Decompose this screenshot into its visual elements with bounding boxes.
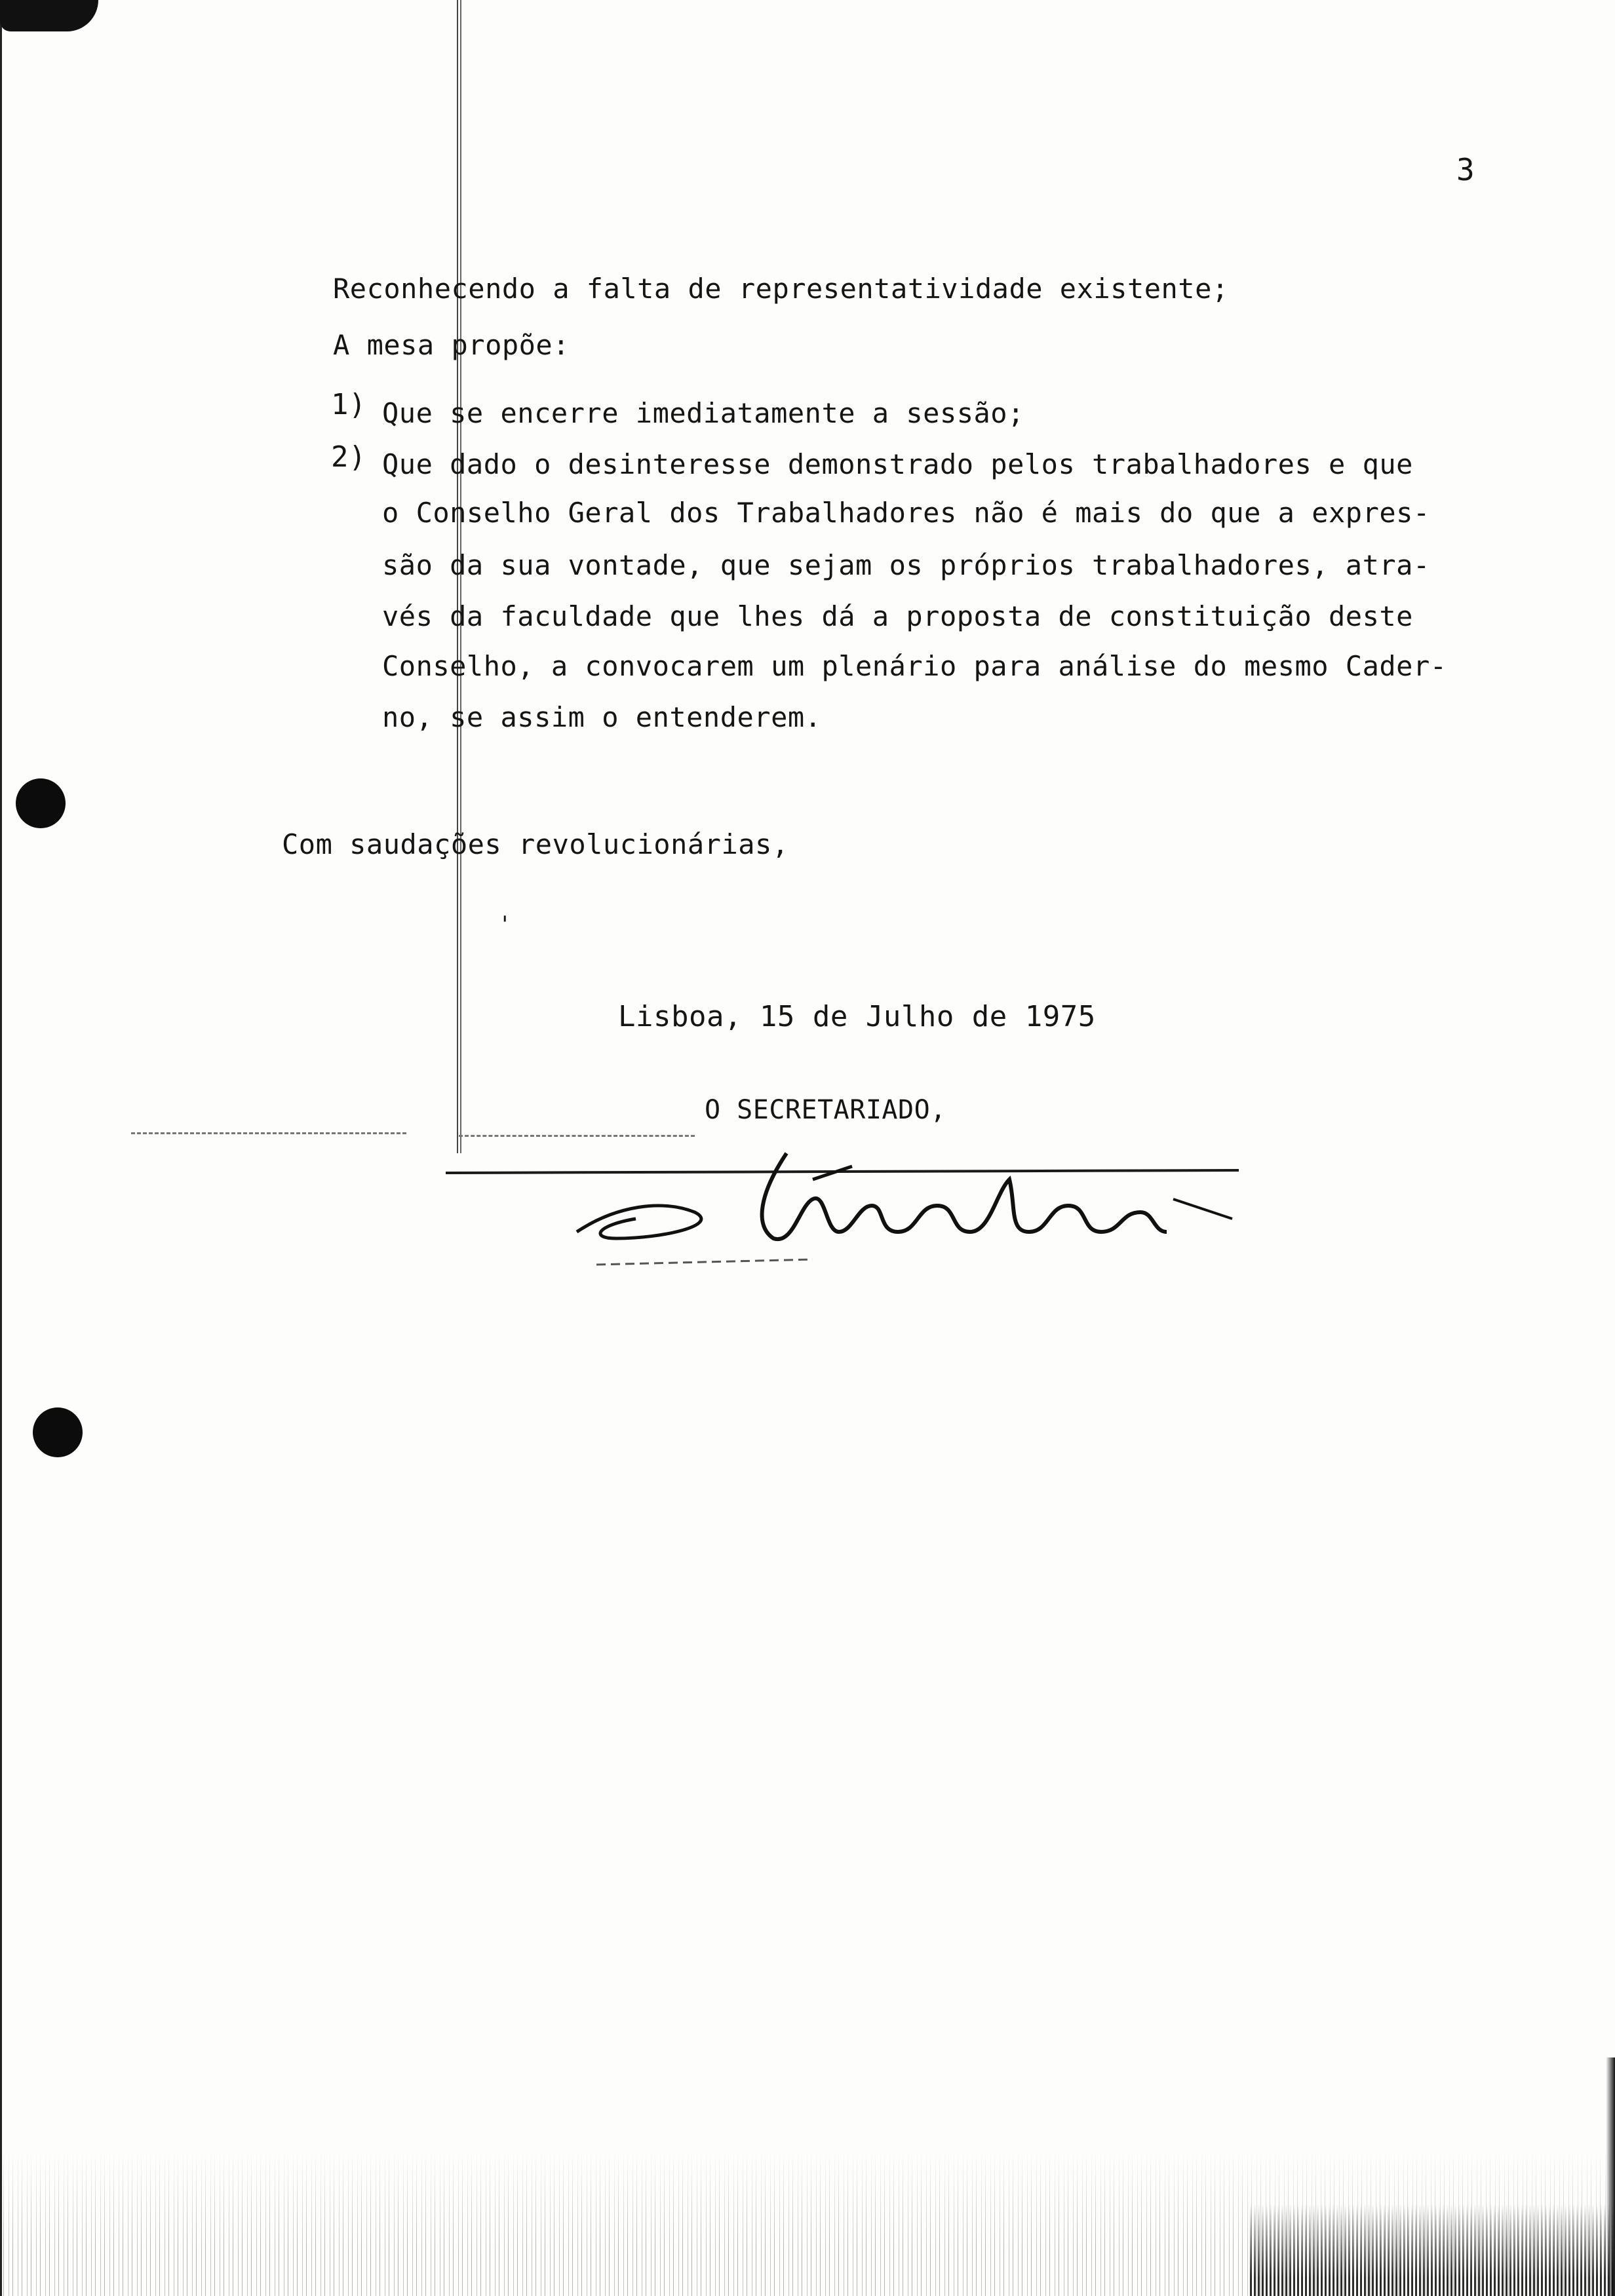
scan-dash-line-mid [459, 1135, 695, 1137]
closing-salutation: Com saudações revolucionárias, [282, 828, 789, 860]
scan-corner-blot [0, 0, 98, 31]
item-2-line: são da sua vontade, que sejam os próprios trabalhadores, atra- [382, 549, 1430, 581]
place-date: Lisboa, 15 de Julho de 1975 [618, 1000, 1096, 1033]
punch-hole-bottom [33, 1407, 83, 1457]
scan-left-edge [0, 0, 2, 2296]
handwritten-signature [446, 1140, 1245, 1271]
item-2-line: o Conselho Geral dos Trabalhadores não é mais do que a expres- [382, 497, 1430, 529]
item-1-number: 1) [331, 388, 366, 421]
item-2-line: Que dado o desinteresse demonstrado pelos trabalhadores e que [382, 448, 1413, 480]
item-1-text: Que se encerre imediatamente a sessão; [382, 397, 1024, 429]
page-number: 3 [1456, 152, 1475, 187]
intro-line: Reconhecendo a falta de representatividade existente; [333, 273, 1229, 305]
proposal-heading: A mesa propõe: [333, 329, 570, 361]
scan-bottom-dark-strip [1248, 2204, 1615, 2296]
scan-dash-line-left [131, 1132, 406, 1134]
item-2-number: 2) [331, 440, 366, 474]
punch-hole-top [16, 778, 66, 828]
signatory-title: O SECRETARIADO, [705, 1095, 946, 1125]
item-2-line: vés da faculdade que lhes dá a proposta de constituição deste [382, 600, 1413, 632]
item-2-line: Conselho, a convocarem um plenário para análise do mesmo Cader- [382, 650, 1447, 682]
item-2-line: no, se assim o entenderem. [382, 701, 822, 733]
stray-mark: ' [498, 911, 512, 938]
